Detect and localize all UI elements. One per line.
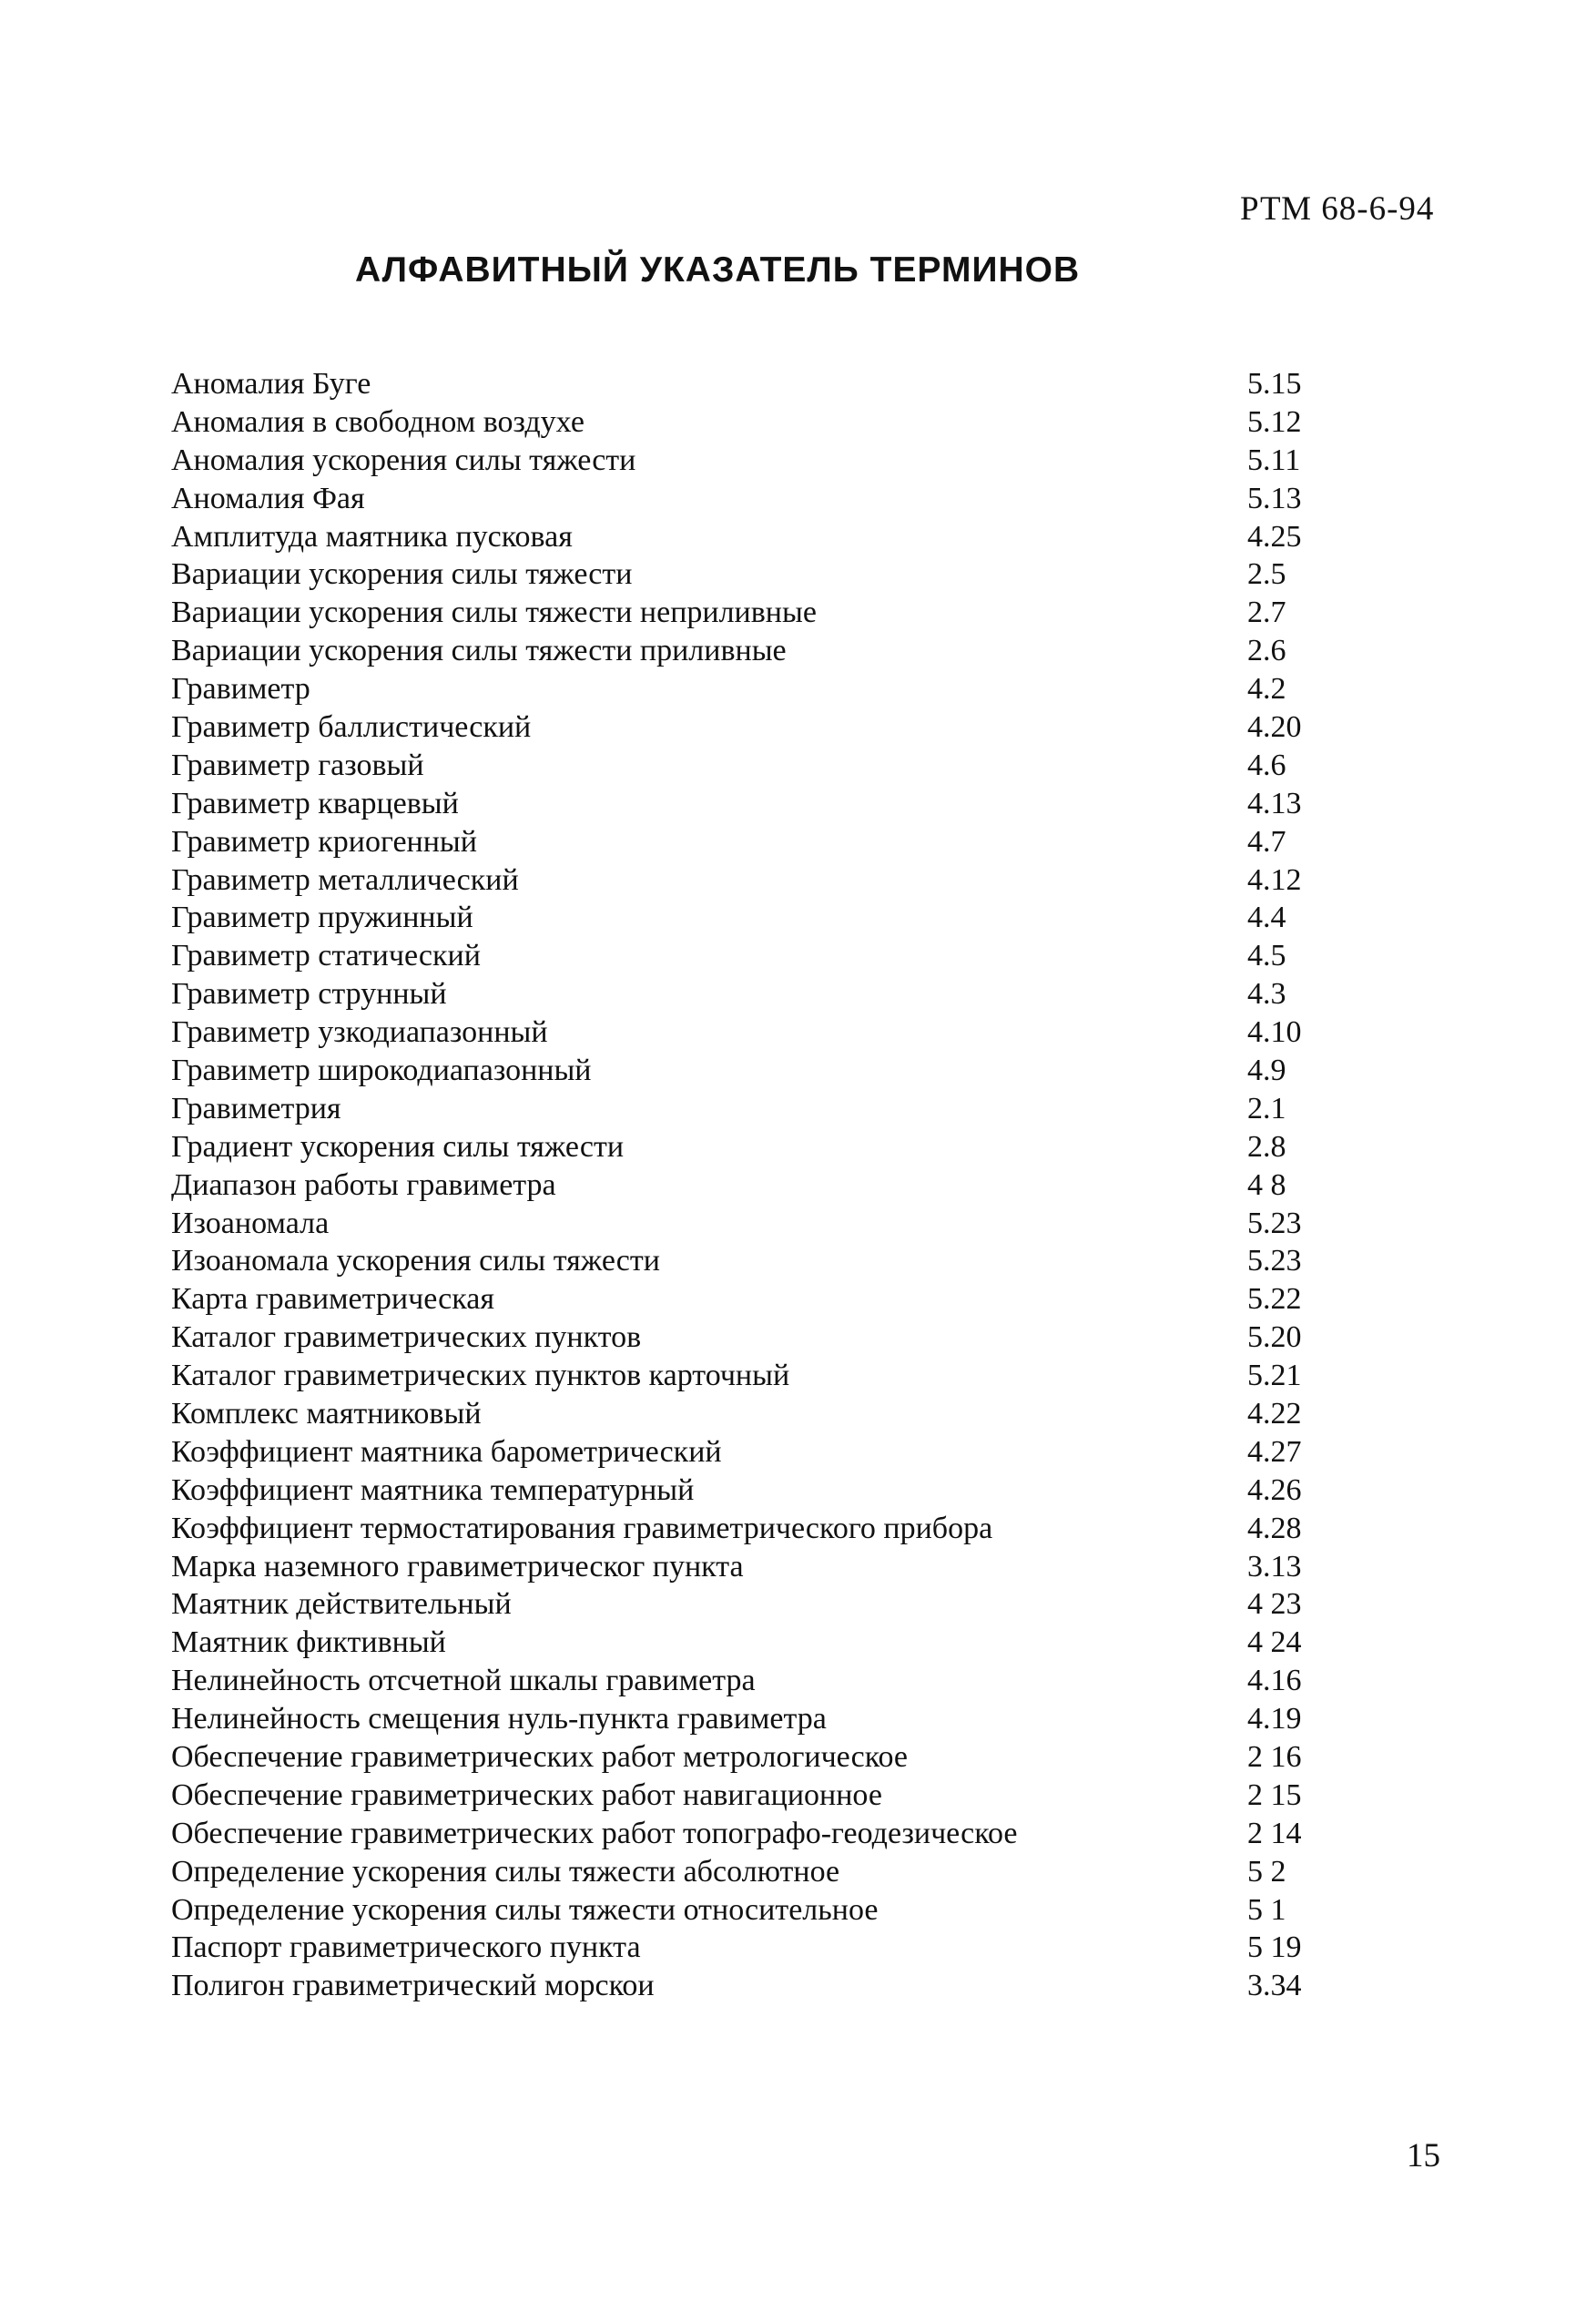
index-entry bbox=[171, 518, 1355, 556]
index-entry bbox=[171, 937, 1355, 975]
entry-term: Каталог гравиметрических пунктов карточный bbox=[171, 1359, 790, 1393]
entry-reference: 5 1 bbox=[1247, 1892, 1286, 1927]
entry-term: Гравиметрия bbox=[171, 1091, 341, 1125]
index-entry bbox=[171, 785, 1355, 823]
entry-reference: 5.21 bbox=[1247, 1359, 1302, 1393]
entry-term: Изоаномала ускорения силы тяжести bbox=[171, 1244, 660, 1278]
entry-reference: 4.22 bbox=[1247, 1396, 1302, 1431]
entry-reference: 4.28 bbox=[1247, 1511, 1302, 1545]
entry-reference: 5.15 bbox=[1247, 366, 1302, 401]
index-entry bbox=[171, 1205, 1355, 1243]
entry-term: Гравиметр широкодиапазонный bbox=[171, 1053, 592, 1087]
index-entry bbox=[171, 1472, 1355, 1510]
entry-reference: 2.1 bbox=[1247, 1091, 1286, 1125]
index-entry bbox=[171, 1700, 1355, 1738]
entry-term: Гравиметр статический bbox=[171, 939, 481, 973]
entry-term: Коэффициент термостатирования гравиметрического прибора bbox=[171, 1511, 993, 1545]
entry-reference: 2.8 bbox=[1247, 1129, 1286, 1164]
entry-term: Комплекс маятниковый bbox=[171, 1396, 482, 1431]
index-entry bbox=[171, 1280, 1355, 1319]
index-entry bbox=[171, 1128, 1355, 1166]
entry-term: Амплитуда маятника пусковая bbox=[171, 519, 573, 554]
entry-reference: 4.20 bbox=[1247, 709, 1302, 744]
index-entry bbox=[171, 823, 1355, 861]
entry-reference: 4.13 bbox=[1247, 786, 1302, 820]
entry-reference: 5.12 bbox=[1247, 404, 1302, 439]
entry-reference: 5.22 bbox=[1247, 1282, 1302, 1317]
entry-term: Марка наземного гравиметрическог пункта bbox=[171, 1549, 744, 1584]
entry-term: Аномалия Буге bbox=[171, 366, 371, 401]
index-entry bbox=[171, 1510, 1355, 1548]
entry-reference: 4.7 bbox=[1247, 824, 1286, 859]
entry-term: Обеспечение гравиметрических работ метрологическое bbox=[171, 1740, 909, 1774]
page-title: АЛФАВИТНЫЙ УКАЗАТЕЛЬ ТЕРМИНОВ bbox=[355, 250, 1081, 290]
entry-reference: 5.13 bbox=[1247, 481, 1302, 515]
entry-reference: 4.10 bbox=[1247, 1015, 1302, 1050]
index-entry bbox=[171, 1433, 1355, 1472]
entry-term: Гравиметр металлический bbox=[171, 862, 519, 897]
entry-term: Гравиметр узкодиапазонный bbox=[171, 1015, 548, 1050]
index-entry bbox=[171, 1319, 1355, 1357]
index-entry bbox=[171, 747, 1355, 785]
entry-reference: 4.12 bbox=[1247, 862, 1302, 897]
index-entry bbox=[171, 1395, 1355, 1433]
index-entry bbox=[171, 1090, 1355, 1128]
entry-reference: 2.6 bbox=[1247, 634, 1286, 668]
entry-term: Маятник действительный bbox=[171, 1587, 512, 1622]
entry-term: Нелинейность отсчетной шкалы гравиметра bbox=[171, 1664, 756, 1698]
entry-term: Полигон гравиметрический морскои bbox=[171, 1969, 655, 2003]
entry-term: Определение ускорения силы тяжести относительное bbox=[171, 1892, 879, 1927]
entry-term: Гравиметр баллистический bbox=[171, 709, 532, 744]
entry-term: Гравиметр кварцевый bbox=[171, 786, 459, 820]
entry-term: Аномалия ускорения силы тяжести bbox=[171, 443, 636, 477]
entry-reference: 4.9 bbox=[1247, 1053, 1286, 1087]
index-entry bbox=[171, 1738, 1355, 1777]
entry-term: Градиент ускорения силы тяжести bbox=[171, 1129, 625, 1164]
entry-reference: 2.5 bbox=[1247, 557, 1286, 592]
entry-term: Изоаномала bbox=[171, 1206, 330, 1240]
entry-term: Аномалия Фая bbox=[171, 481, 365, 515]
index-entry bbox=[171, 632, 1355, 670]
index-entry bbox=[171, 1815, 1355, 1853]
index-entry bbox=[171, 1586, 1355, 1624]
entry-reference: 4.25 bbox=[1247, 519, 1302, 554]
entry-term: Диапазон работы гравиметра bbox=[171, 1167, 556, 1202]
index-entry bbox=[171, 1662, 1355, 1700]
entry-reference: 4.2 bbox=[1247, 672, 1286, 707]
entry-term: Вариации ускорения силы тяжести неприливные bbox=[171, 596, 817, 630]
index-entry bbox=[171, 708, 1355, 747]
entry-term: Паспорт гравиметрического пункта bbox=[171, 1930, 641, 1965]
index-entry bbox=[171, 1013, 1355, 1052]
entry-reference: 5.11 bbox=[1247, 443, 1301, 477]
entry-reference: 5 19 bbox=[1247, 1930, 1302, 1965]
entry-term: Гравиметр криогенный bbox=[171, 824, 477, 859]
entry-term: Карта гравиметрическая bbox=[171, 1282, 494, 1317]
entry-term: Коэффициент маятника температурный bbox=[171, 1472, 695, 1507]
index-entry bbox=[171, 365, 1355, 403]
entry-term: Обеспечение гравиметрических работ топографо-геодезическое bbox=[171, 1816, 1018, 1850]
entry-term: Гравиметр струнный bbox=[171, 977, 447, 1012]
entry-reference: 3.34 bbox=[1247, 1969, 1302, 2003]
index-entry bbox=[171, 670, 1355, 708]
entry-reference: 4.6 bbox=[1247, 748, 1286, 782]
index-entry bbox=[171, 555, 1355, 594]
entry-reference: 4.4 bbox=[1247, 901, 1286, 935]
entry-reference: 4 23 bbox=[1247, 1587, 1302, 1622]
page-number: 15 bbox=[1407, 2137, 1440, 2174]
index-entry bbox=[171, 594, 1355, 632]
entry-reference: 4.26 bbox=[1247, 1472, 1302, 1507]
entry-reference: 4 8 bbox=[1247, 1167, 1286, 1202]
index-entry bbox=[171, 861, 1355, 900]
index-entry bbox=[171, 1166, 1355, 1205]
entry-reference: 2 14 bbox=[1247, 1816, 1302, 1850]
entry-term: Определение ускорения силы тяжести абсолютное bbox=[171, 1854, 840, 1889]
entry-term: Маятник фиктивный bbox=[171, 1625, 446, 1660]
index-entry bbox=[171, 1052, 1355, 1090]
entry-reference: 5 2 bbox=[1247, 1854, 1286, 1889]
index-entry bbox=[171, 1624, 1355, 1662]
index-entry bbox=[171, 1930, 1355, 1968]
index-entry bbox=[171, 1967, 1355, 2005]
entry-term: Нелинейность смещения нуль-пункта гравиметра bbox=[171, 1702, 827, 1736]
entry-reference: 4.5 bbox=[1247, 939, 1286, 973]
entry-term: Коэффициент маятника барометрический bbox=[171, 1434, 722, 1469]
index-entry bbox=[171, 1891, 1355, 1930]
entry-term: Вариации ускорения силы тяжести bbox=[171, 557, 633, 592]
entry-reference: 4.27 bbox=[1247, 1434, 1302, 1469]
entry-reference: 4.16 bbox=[1247, 1664, 1302, 1698]
entry-reference: 2 15 bbox=[1247, 1777, 1302, 1812]
entry-term: Гравиметр пружинный bbox=[171, 901, 473, 935]
index-entry bbox=[171, 899, 1355, 937]
entry-reference: 4.3 bbox=[1247, 977, 1286, 1012]
entry-reference: 5.23 bbox=[1247, 1206, 1302, 1240]
entry-term: Гравиметр газовый bbox=[171, 748, 424, 782]
entry-term: Каталог гравиметрических пунктов bbox=[171, 1320, 642, 1355]
entry-term: Обеспечение гравиметрических работ навигационное bbox=[171, 1777, 882, 1812]
entry-reference: 3.13 bbox=[1247, 1549, 1302, 1584]
document-code: РТМ 68-6-94 bbox=[1240, 190, 1435, 228]
index-entry bbox=[171, 1777, 1355, 1815]
entry-reference: 5.20 bbox=[1247, 1320, 1302, 1355]
term-index-list bbox=[171, 365, 1355, 2005]
entry-reference: 4 24 bbox=[1247, 1625, 1302, 1660]
index-entry bbox=[171, 480, 1355, 518]
index-entry bbox=[171, 1357, 1355, 1395]
index-entry bbox=[171, 442, 1355, 480]
entry-term: Гравиметр bbox=[171, 672, 310, 707]
index-entry bbox=[171, 1548, 1355, 1586]
entry-term: Аномалия в свободном воздухе bbox=[171, 404, 585, 439]
index-entry bbox=[171, 1242, 1355, 1280]
index-entry bbox=[171, 975, 1355, 1013]
entry-reference: 5.23 bbox=[1247, 1244, 1302, 1278]
entry-reference: 2 16 bbox=[1247, 1740, 1302, 1774]
entry-reference: 2.7 bbox=[1247, 596, 1286, 630]
index-entry bbox=[171, 1853, 1355, 1891]
index-entry bbox=[171, 403, 1355, 442]
entry-term: Вариации ускорения силы тяжести приливные bbox=[171, 634, 787, 668]
entry-reference: 4.19 bbox=[1247, 1702, 1302, 1736]
